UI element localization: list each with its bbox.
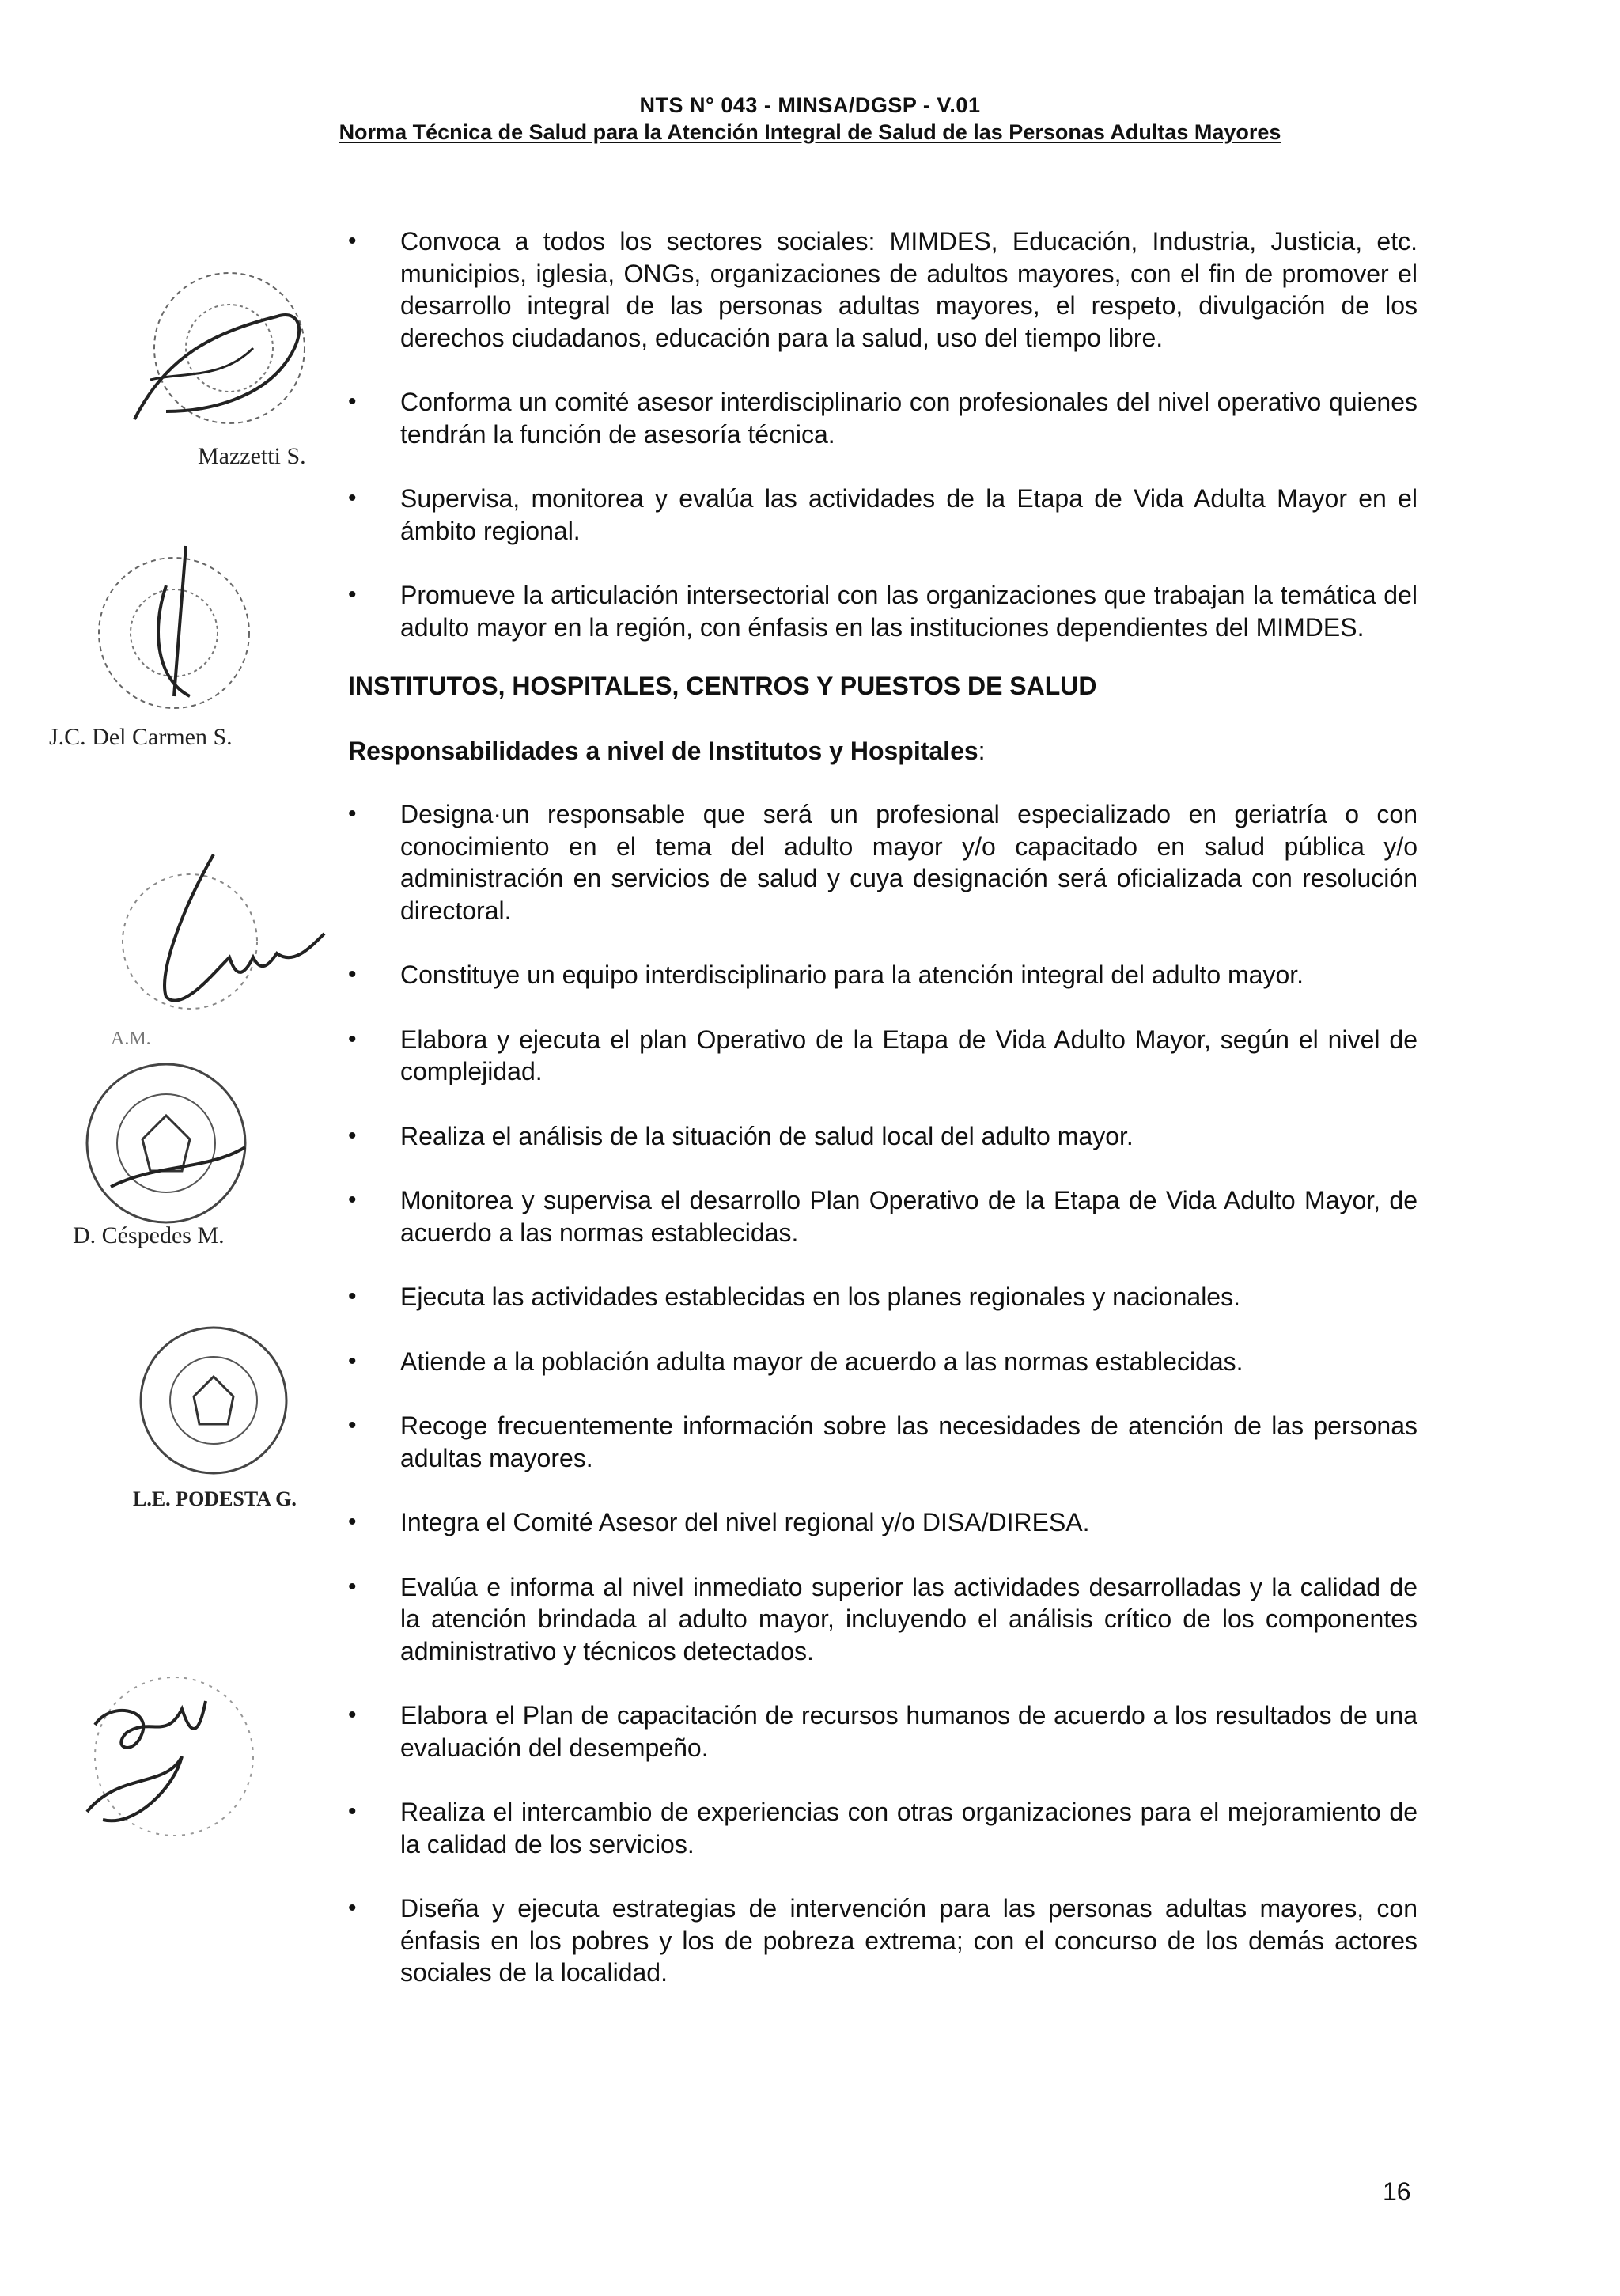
- signature-name-1: Mazzetti S.: [198, 443, 306, 469]
- list-item: • Conforma un comité asesor interdisciplinario con profesionales del nivel operativo quienes tendrán la función de asesoría técnica.: [348, 386, 1418, 450]
- list-item: • Monitorea y supervisa el desarrollo Plan Operativo de la Etapa de Vida Adulto Mayor, de acuerdo a las normas establecidas.: [348, 1184, 1418, 1248]
- handwritten-signature-icon: [103, 839, 332, 1021]
- list-item: • Constituye un equipo interdisciplinario para la atención integral del adulto mayor.: [348, 959, 1418, 991]
- section-heading: INSTITUTOS, HOSPITALES, CENTROS Y PUESTOS DE SALUD: [348, 672, 1097, 700]
- list-item: • Realiza el análisis de la situación de salud local del adulto mayor.: [348, 1120, 1418, 1153]
- intro-bullet-list: [348, 225, 1418, 643]
- ministry-seal-4-icon: [127, 1321, 308, 1487]
- list-item: • Diseña y ejecuta estrategias de intervención para las personas adultas mayores, con énfasis en los pobres y los de pobreza extrema; con el concurso de los demás actores sociales de la localidad.: [348, 1892, 1418, 1989]
- responsibilities-list: [348, 798, 1418, 1989]
- ministry-seal-1-icon: [119, 261, 324, 451]
- list-item: • Convoca a todos los sectores sociales: MIMDES, Educación, Industria, Justicia, etc. municipios, iglesia, ONGs, organizaciones de adultos mayores, con el fin de promover el desarrollo integral de las personas adultas mayores, el respeto, divulgación de los derechos ciudadanos, educación para la salud, uso del tiempo libre.: [348, 225, 1418, 354]
- list-item: • Integra el Comité Asesor del nivel regional y/o DISA/DIRESA.: [348, 1506, 1418, 1539]
- page-body: [348, 225, 1418, 2021]
- ministry-seal-2-icon: [79, 538, 269, 720]
- list-item: • Elabora y ejecuta el plan Operativo de la Etapa de Vida Adulto Mayor, según el nivel de complejidad.: [348, 1024, 1418, 1088]
- ministry-seal-3-icon: [63, 1052, 269, 1234]
- list-item: • Ejecuta las actividades establecidas en los planes regionales y nacionales.: [348, 1281, 1418, 1313]
- document-code: NTS N° 043 - MINSA/DGSP - V.01: [639, 93, 981, 117]
- signature-margin: [0, 0, 348, 2296]
- document-title: Norma Técnica de Salud para la Atención Integral de Salud de las Personas Adultas Mayores: [339, 120, 1281, 144]
- list-item: • Supervisa, monitorea y evalúa las actividades de la Etapa de Vida Adulta Mayor en el ámbito regional.: [348, 483, 1418, 547]
- list-item: • Promueve la articulación intersectorial con las organizaciones que trabajan la temática del adulto mayor en la región, con énfasis en las instituciones dependientes del MIMDES.: [348, 579, 1418, 643]
- signature-name-2: J.C. Del Carmen S.: [49, 724, 233, 750]
- signature-name-5: L.E. PODESTA G.: [133, 1487, 297, 1510]
- list-item: • Evalúa e informa al nivel inmediato superior las actividades desarrolladas y la calidad de la atención brindada al adulto mayor, incluyendo el análisis crítico de los componentes administrativo y técnicos detectados.: [348, 1571, 1418, 1668]
- list-item: • Designa·un responsable que será un profesional especializado en geriatría o con conocimiento en el tema del adulto mayor y/o capacitado en salud pública y/o administración en servicios de salud y cuya designación será oficializada con resolución directoral.: [348, 798, 1418, 926]
- signature-name-3: A.M.: [111, 1029, 151, 1049]
- page-number: 16: [1383, 2177, 1411, 2206]
- handwritten-initials-icon: [63, 1654, 269, 1875]
- list-item: • Recoge frecuentemente información sobre las necesidades de atención de las personas adultas mayores.: [348, 1410, 1418, 1474]
- list-item: • Realiza el intercambio de experiencias con otras organizaciones para el mejoramiento de la calidad de los servicios.: [348, 1796, 1418, 1860]
- list-item: • Atiende a la población adulta mayor de acuerdo a las normas establecidas.: [348, 1346, 1418, 1378]
- list-item: • Elabora el Plan de capacitación de recursos humanos de acuerdo a los resultados de una evaluación del desempeño.: [348, 1699, 1418, 1764]
- subsection-heading: Responsabilidades a nivel de Institutos y Hospitales:: [348, 737, 986, 765]
- signature-name-4: D. Céspedes M.: [73, 1222, 225, 1248]
